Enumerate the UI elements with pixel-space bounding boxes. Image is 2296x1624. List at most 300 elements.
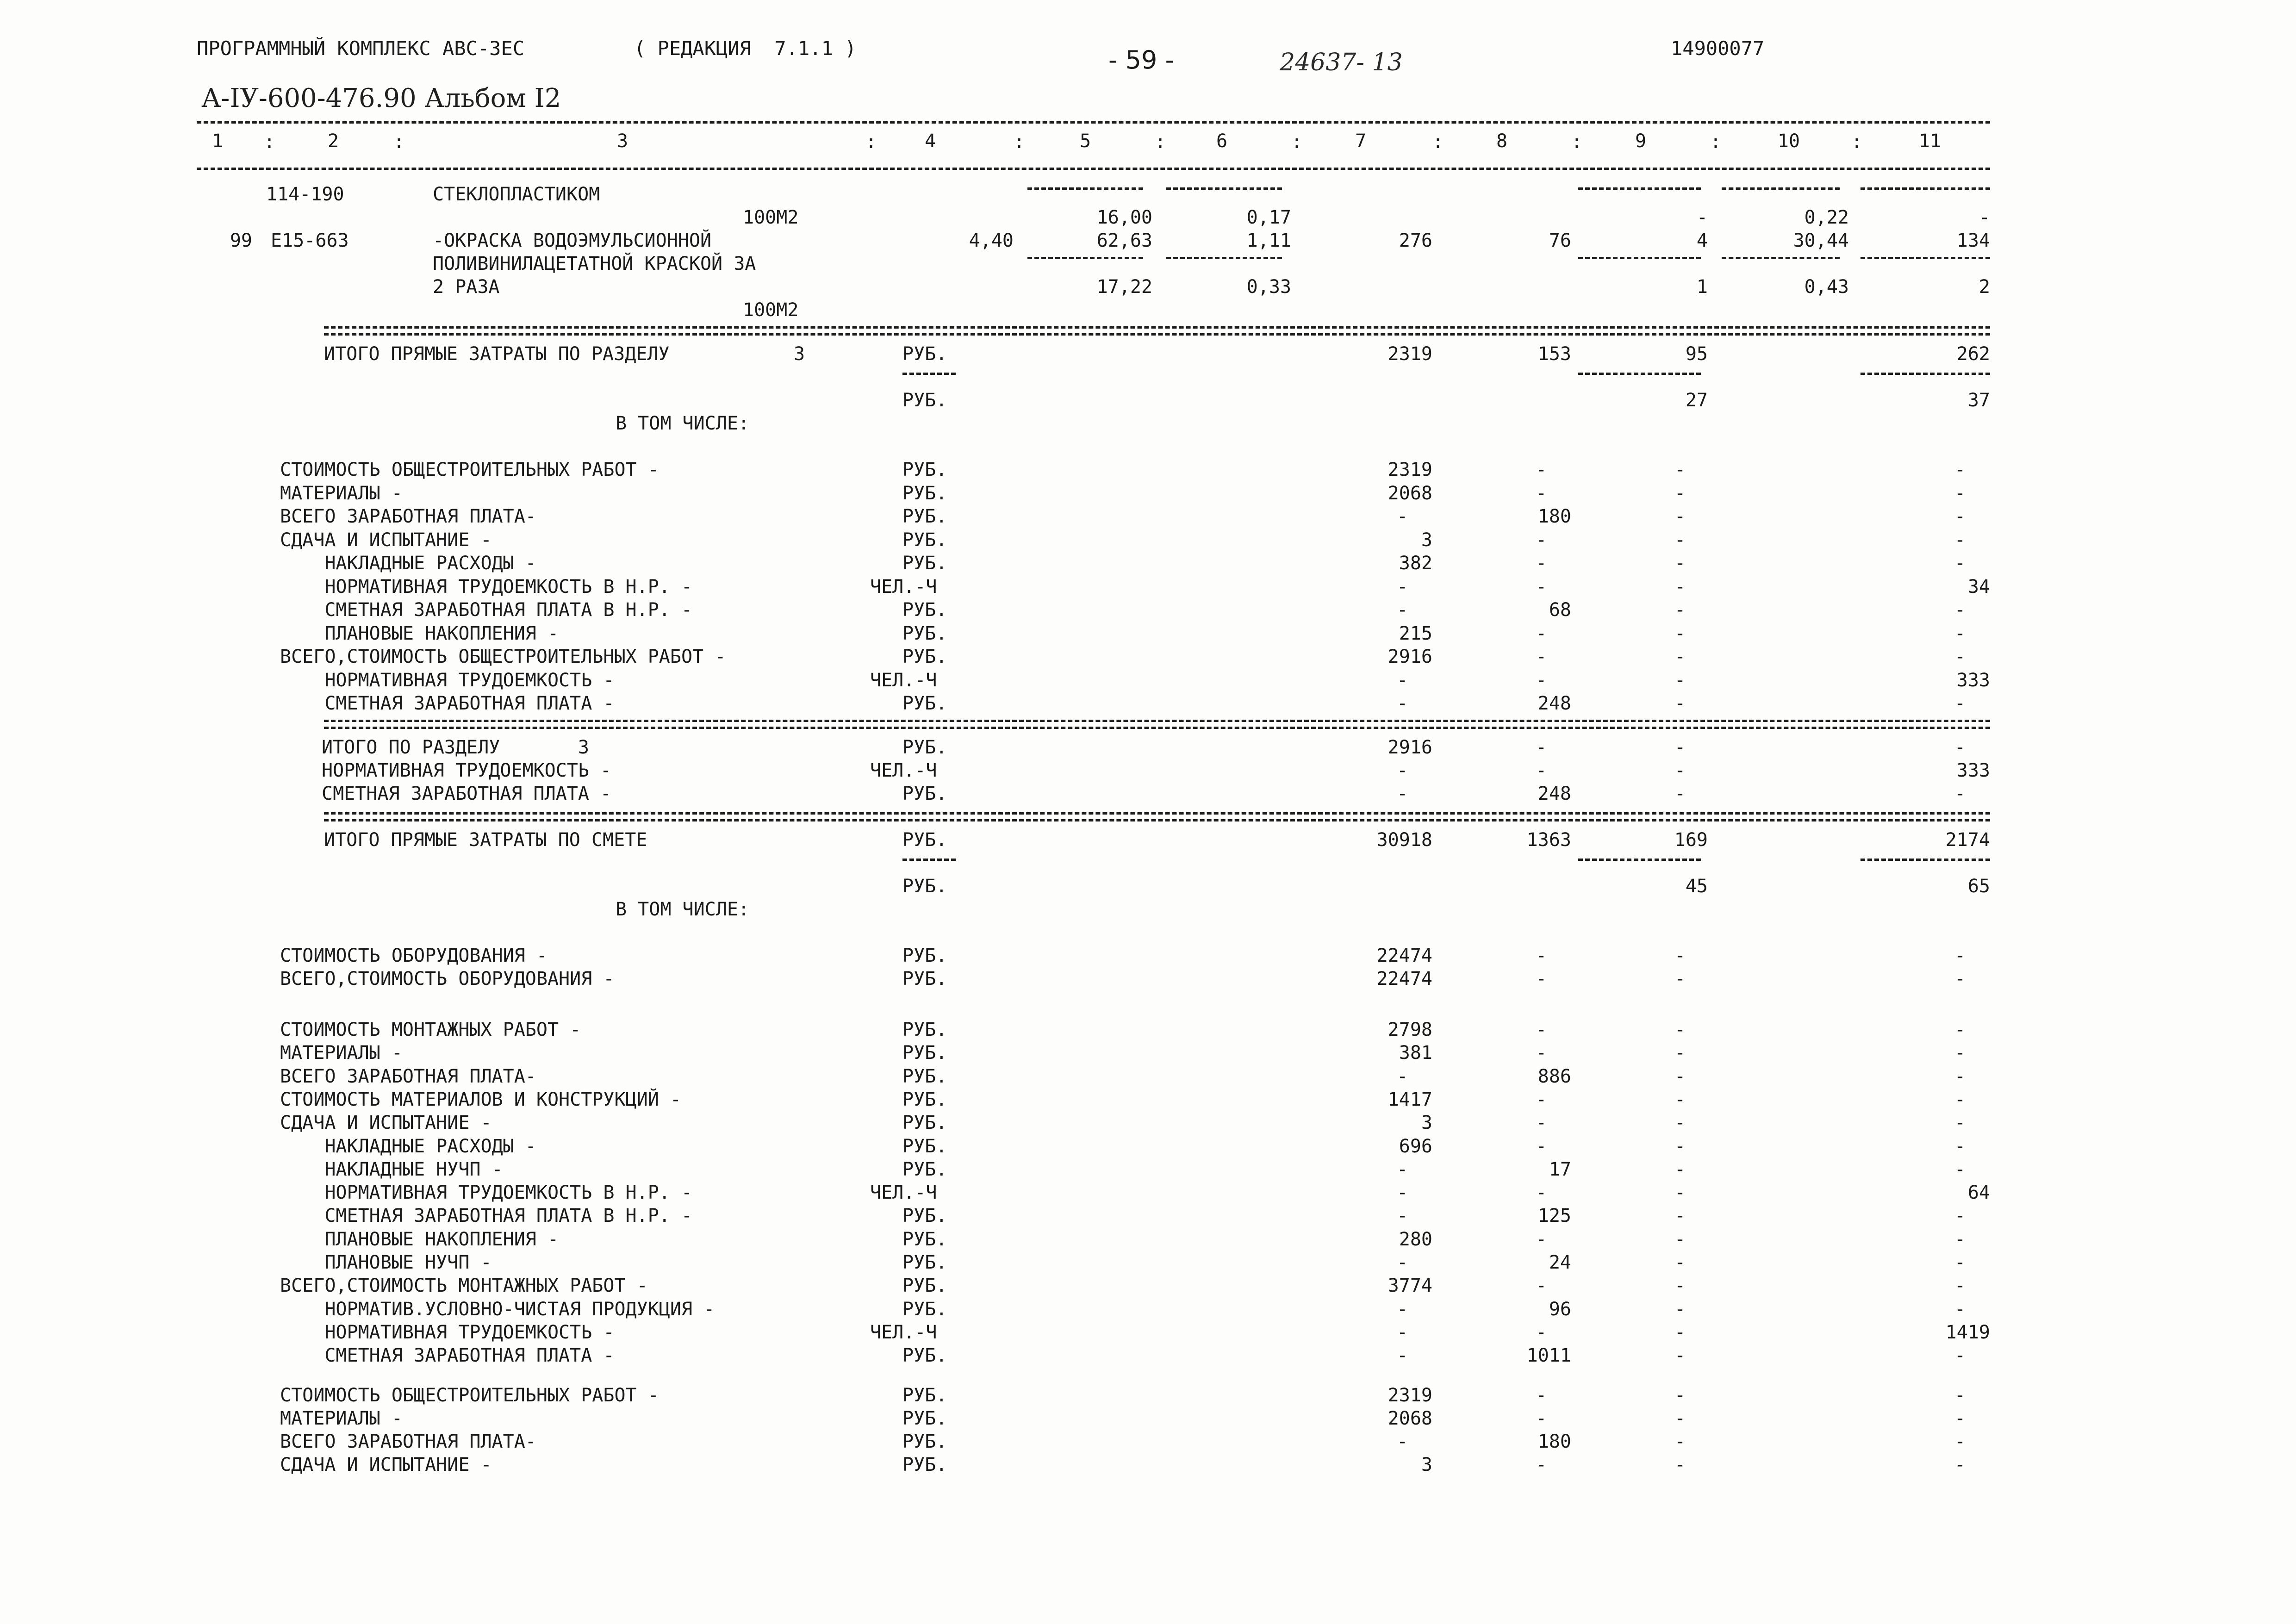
empty-c9: -: [1674, 1345, 1686, 1367]
section-rule: [324, 819, 1990, 821]
item-c5: 17,22: [1096, 276, 1152, 298]
unit: РУБ.: [902, 1454, 947, 1475]
column-separator: :: [393, 131, 405, 153]
row-label: ВСЕГО,СТОИМОСТЬ МОНТАЖНЫХ РАБОТ -: [280, 1275, 648, 1297]
value-c7: 215: [1399, 622, 1432, 644]
subtotal-bar: [1027, 257, 1143, 259]
empty-c7: -: [1396, 1065, 1408, 1087]
item-unit: 100М2: [743, 207, 799, 228]
empty-c11: -: [1954, 783, 1966, 804]
item-c9: 1: [1696, 276, 1708, 298]
row-label: ВСЕГО ЗАРАБОТНАЯ ПЛАТА-: [280, 1431, 536, 1452]
empty-c9: -: [1674, 553, 1686, 574]
value-c8: 17: [1549, 1158, 1571, 1180]
empty-c9: -: [1674, 1158, 1686, 1180]
empty-c11: -: [1954, 553, 1966, 574]
value-c7: 2916: [1388, 646, 1432, 667]
item-code: Е15-663: [271, 230, 349, 251]
unit: РУБ.: [902, 1228, 947, 1250]
empty-c7: -: [1396, 783, 1408, 804]
unit: РУБ.: [902, 1431, 947, 1452]
column-header-3: 3: [616, 131, 628, 152]
subtotal-bar: [1860, 373, 1990, 375]
empty-c9: -: [1674, 1182, 1686, 1204]
empty-c9: -: [1674, 1065, 1686, 1087]
empty-c7: -: [1396, 1252, 1408, 1273]
empty-c11: -: [1954, 1385, 1966, 1406]
empty-c11: -: [1954, 1345, 1966, 1367]
unit-bar: [902, 859, 956, 861]
row-label: ВСЕГО ЗАРАБОТНАЯ ПЛАТА-: [280, 506, 536, 527]
subtotal-bar: [1578, 257, 1701, 259]
item-description: СТЕКЛОПЛАСТИКОМ: [433, 184, 600, 205]
unit: РУБ.: [902, 1205, 947, 1227]
unit: РУБ.: [902, 945, 947, 966]
empty-c9: -: [1674, 459, 1686, 480]
program-name: ПРОГРАММНЫЙ КОМПЛЕКС АВС-3ЕС: [197, 37, 525, 60]
value-c7: 2798: [1388, 1019, 1432, 1040]
subtotal-bar: [1860, 859, 1990, 861]
row-label: ВСЕГО,СТОИМОСТЬ ОБОРУДОВАНИЯ -: [280, 968, 615, 989]
value-c7: 3: [1421, 1454, 1432, 1475]
item-c11: -: [1979, 207, 1990, 228]
empty-c11: -: [1954, 1205, 1966, 1227]
empty-c11: -: [1954, 459, 1966, 480]
row-label: НОРМАТИВНАЯ ТРУДОЕМКОСТЬ -: [280, 669, 615, 691]
unit: РУБ.: [902, 1089, 947, 1110]
empty-c7: -: [1396, 1182, 1408, 1204]
empty-c9: -: [1674, 1135, 1686, 1157]
value-c8: 248: [1537, 693, 1571, 714]
empty-c8: -: [1535, 669, 1547, 691]
item-c10: 0,22: [1804, 207, 1849, 228]
empty-c9: -: [1674, 1252, 1686, 1273]
unit: РУБ.: [902, 553, 947, 574]
empty-c11: -: [1954, 1252, 1966, 1273]
value-c7: 2319: [1388, 459, 1432, 480]
value-c11: 333: [1956, 760, 1990, 781]
empty-c8: -: [1535, 1321, 1547, 1343]
subtotal-bar: [1578, 859, 1701, 861]
empty-c8: -: [1535, 553, 1547, 574]
unit: РУБ.: [902, 506, 947, 527]
empty-c8: -: [1535, 1385, 1547, 1406]
column-separator: :: [865, 131, 877, 153]
subtotal-bar: [1166, 257, 1282, 259]
empty-c11: -: [1954, 1135, 1966, 1157]
row-label: ВСЕГО ЗАРАБОТНАЯ ПЛАТА-: [280, 1065, 536, 1087]
header-rule-bottom: [197, 168, 1990, 170]
empty-c8: -: [1535, 529, 1547, 551]
empty-c9: -: [1674, 1298, 1686, 1320]
unit: РУБ.: [902, 1065, 947, 1087]
empty-c7: -: [1396, 693, 1408, 714]
unit: РУБ.: [902, 737, 947, 758]
unit: РУБ.: [902, 622, 947, 644]
empty-c8: -: [1535, 1019, 1547, 1040]
empty-c8: -: [1535, 737, 1547, 758]
unit: ЧЕЛ.-Ч: [870, 1182, 937, 1204]
item-c6: 0,33: [1246, 276, 1291, 298]
empty-c9: -: [1674, 1321, 1686, 1343]
value-c7: 696: [1399, 1135, 1432, 1157]
value-c7: 382: [1399, 553, 1432, 574]
item-c11: 134: [1956, 230, 1990, 251]
empty-c7: -: [1396, 576, 1408, 597]
unit: РУБ.: [902, 1135, 947, 1157]
unit: РУБ.: [902, 876, 947, 897]
row-label: СТОИМОСТЬ ОБОРУДОВАНИЯ -: [280, 945, 548, 966]
row-label: СДАЧА И ИСПЫТАНИЕ -: [280, 529, 492, 551]
unit: РУБ.: [902, 829, 947, 851]
empty-c11: -: [1954, 529, 1966, 551]
column-header-9: 9: [1635, 131, 1647, 152]
empty-c9: -: [1674, 669, 1686, 691]
value-c7: 3774: [1388, 1275, 1432, 1297]
empty-c9: -: [1674, 599, 1686, 621]
item-c8: 76: [1549, 230, 1571, 251]
empty-c7: -: [1396, 506, 1408, 527]
unit: РУБ.: [902, 1158, 947, 1180]
value-c7: 2068: [1388, 482, 1432, 504]
column-header-11: 11: [1918, 131, 1941, 152]
section-total-label: ИТОГО ПРЯМЫЕ ЗАТРАТЫ ПО РАЗДЕЛУ: [324, 343, 670, 365]
row-label: НАКЛАДНЫЕ НУЧП -: [280, 1158, 503, 1180]
estimate-total-c9-sub: 45: [1685, 876, 1708, 897]
item-c9: -: [1696, 207, 1708, 228]
row-label: СТОИМОСТЬ МАТЕРИАЛОВ И КОНСТРУКЦИЙ -: [280, 1089, 681, 1110]
album-reference: А-IУ-600-476.90 Альбом I2: [201, 83, 561, 113]
empty-c11: -: [1954, 506, 1966, 527]
section-rule: [324, 333, 1990, 336]
section-total-c9: 95: [1685, 343, 1708, 365]
row-label: СТОИМОСТЬ ОБЩЕСТРОИТЕЛЬНЫХ РАБОТ -: [280, 1385, 659, 1406]
empty-c8: -: [1535, 1182, 1547, 1204]
empty-c9: -: [1674, 1454, 1686, 1475]
section-total-c9-sub: 27: [1685, 390, 1708, 411]
subtotal-bar: [1166, 187, 1282, 190]
value-c7: 381: [1399, 1042, 1432, 1064]
row-label: МАТЕРИАЛЫ -: [280, 1042, 403, 1064]
section-total-c7: 2319: [1388, 343, 1432, 365]
empty-c7: -: [1396, 1205, 1408, 1227]
including-label: В ТОМ ЧИСЛЕ:: [616, 413, 749, 434]
empty-c11: -: [1954, 1158, 1966, 1180]
row-label: НОРМАТИВНАЯ ТРУДОЕМКОСТЬ В Н.Р. -: [280, 576, 693, 597]
empty-c11: -: [1954, 599, 1966, 621]
empty-c8: -: [1535, 945, 1547, 966]
subtotal-bar: [1027, 187, 1143, 190]
empty-c7: -: [1396, 1158, 1408, 1180]
unit: ЧЕЛ.-Ч: [870, 669, 937, 691]
item-description: -ОКРАСКА ВОДОЭМУЛЬСИОННОЙ: [433, 230, 712, 251]
empty-c11: -: [1954, 1298, 1966, 1320]
empty-c8: -: [1535, 482, 1547, 504]
empty-c9: -: [1674, 693, 1686, 714]
column-separator: :: [1851, 131, 1863, 153]
value-c11: 333: [1956, 669, 1990, 691]
item-c11: 2: [1979, 276, 1990, 298]
empty-c9: -: [1674, 1089, 1686, 1110]
value-c8: 180: [1537, 506, 1571, 527]
section-rule: [324, 326, 1990, 329]
unit: РУБ.: [902, 1298, 947, 1320]
empty-c9: -: [1674, 1275, 1686, 1297]
empty-c9: -: [1674, 1019, 1686, 1040]
row-label: ПЛАНОВЫЕ НУЧП -: [280, 1252, 492, 1273]
item-number: 99: [230, 230, 252, 251]
empty-c9: -: [1674, 945, 1686, 966]
section-number: 3: [794, 343, 805, 365]
empty-c11: -: [1954, 1042, 1966, 1064]
value-c11: 34: [1967, 576, 1990, 597]
empty-c7: -: [1396, 1345, 1408, 1367]
empty-c8: -: [1535, 1089, 1547, 1110]
empty-c9: -: [1674, 646, 1686, 667]
unit: РУБ.: [902, 1345, 947, 1367]
empty-c7: -: [1396, 669, 1408, 691]
empty-c8: -: [1535, 968, 1547, 989]
item-c5: 16,00: [1096, 207, 1152, 228]
empty-c9: -: [1674, 1408, 1686, 1429]
column-header-10: 10: [1777, 131, 1800, 152]
empty-c9: -: [1674, 760, 1686, 781]
item-c6: 0,17: [1246, 207, 1291, 228]
empty-c11: -: [1954, 693, 1966, 714]
column-header-5: 5: [1079, 131, 1091, 152]
value-c7: 1417: [1388, 1089, 1432, 1110]
column-header-1: 1: [212, 131, 224, 152]
row-label: СДАЧА И ИСПЫТАНИЕ -: [280, 1112, 492, 1134]
unit: РУБ.: [902, 783, 947, 804]
empty-c9: -: [1674, 1385, 1686, 1406]
unit: РУБ.: [902, 1019, 947, 1040]
row-label: МАТЕРИАЛЫ -: [280, 1408, 403, 1429]
item-unit: 100М2: [743, 299, 799, 321]
header-rule-top: [197, 121, 1990, 124]
unit: РУБ.: [902, 459, 947, 480]
unit: РУБ.: [902, 968, 947, 989]
unit: РУБ.: [902, 599, 947, 621]
unit: ЧЕЛ.-Ч: [870, 1321, 937, 1343]
empty-c11: -: [1954, 1089, 1966, 1110]
value-c8: 180: [1537, 1431, 1571, 1452]
section-total-c11: 262: [1956, 343, 1990, 365]
value-c8: 24: [1549, 1252, 1571, 1273]
row-label: ПЛАНОВЫЕ НАКОПЛЕНИЯ -: [280, 1228, 559, 1250]
empty-c8: -: [1535, 760, 1547, 781]
section-rule: [324, 727, 1990, 729]
unit-bar: [902, 373, 956, 375]
row-label: НОРМАТИВНАЯ ТРУДОЕМКОСТЬ -: [280, 1321, 615, 1343]
empty-c11: -: [1954, 1112, 1966, 1134]
subtotal-bar: [1860, 187, 1990, 190]
row-label: СДАЧА И ИСПЫТАНИЕ -: [280, 1454, 492, 1475]
empty-c8: -: [1535, 1042, 1547, 1064]
empty-c8: -: [1535, 1112, 1547, 1134]
empty-c8: -: [1535, 1135, 1547, 1157]
empty-c9: -: [1674, 1042, 1686, 1064]
item-c7: 276: [1399, 230, 1432, 251]
unit: РУБ.: [902, 390, 947, 411]
row-label: СТОИМОСТЬ МОНТАЖНЫХ РАБОТ -: [280, 1019, 581, 1040]
row-label: НОРМАТИВНАЯ ТРУДОЕМКОСТЬ В Н.Р. -: [280, 1182, 693, 1204]
row-label: ИТОГО ПО РАЗДЕЛУ 3: [322, 737, 589, 758]
column-header-2: 2: [327, 131, 339, 152]
empty-c9: -: [1674, 1228, 1686, 1250]
value-c11: 64: [1967, 1182, 1990, 1204]
value-c8: 248: [1537, 783, 1571, 804]
subtotal-bar: [1722, 257, 1840, 259]
column-separator: :: [1571, 131, 1583, 153]
empty-c9: -: [1674, 576, 1686, 597]
empty-c11: -: [1954, 646, 1966, 667]
column-header-4: 4: [924, 131, 936, 152]
empty-c7: -: [1396, 1321, 1408, 1343]
empty-c11: -: [1954, 1065, 1966, 1087]
value-c7: 22474: [1376, 968, 1432, 989]
item-description: ПОЛИВИНИЛАЦЕТАТНОЙ КРАСКОЙ ЗА: [433, 253, 756, 274]
unit: РУБ.: [902, 529, 947, 551]
page-number: - 59 -: [1108, 45, 1175, 75]
unit: РУБ.: [902, 1042, 947, 1064]
unit: РУБ.: [902, 1408, 947, 1429]
empty-c7: -: [1396, 599, 1408, 621]
value-c8: 886: [1537, 1065, 1571, 1087]
column-separator: :: [1014, 131, 1025, 153]
handwritten-code: 24637- 13: [1280, 49, 1403, 76]
item-c10: 30,44: [1793, 230, 1849, 251]
empty-c9: -: [1674, 506, 1686, 527]
empty-c11: -: [1954, 968, 1966, 989]
estimate-total-c9: 169: [1674, 829, 1708, 851]
empty-c11: -: [1954, 1431, 1966, 1452]
estimate-total-c8: 1363: [1526, 829, 1571, 851]
row-label: СМЕТНАЯ ЗАРАБОТНАЯ ПЛАТА -: [280, 1345, 615, 1367]
unit: ЧЕЛ.-Ч: [870, 576, 937, 597]
empty-c8: -: [1535, 646, 1547, 667]
value-c8: 125: [1537, 1205, 1571, 1227]
unit: РУБ.: [902, 1385, 947, 1406]
empty-c7: -: [1396, 1431, 1408, 1452]
empty-c9: -: [1674, 1205, 1686, 1227]
item-c6: 1,11: [1246, 230, 1291, 251]
row-label: СМЕТНАЯ ЗАРАБОТНАЯ ПЛАТА -: [280, 693, 615, 714]
empty-c9: -: [1674, 529, 1686, 551]
empty-c8: -: [1535, 459, 1547, 480]
value-c7: 3: [1421, 529, 1432, 551]
empty-c11: -: [1954, 1275, 1966, 1297]
empty-c11: -: [1954, 1454, 1966, 1475]
empty-c9: -: [1674, 737, 1686, 758]
document-code: 14900077: [1671, 37, 1765, 60]
empty-c9: -: [1674, 1112, 1686, 1134]
empty-c11: -: [1954, 482, 1966, 504]
section-rule: [324, 812, 1990, 815]
empty-c8: -: [1535, 622, 1547, 644]
unit: РУБ.: [902, 1275, 947, 1297]
empty-c8: -: [1535, 1228, 1547, 1250]
value-c7: 2068: [1388, 1408, 1432, 1429]
empty-c9: -: [1674, 622, 1686, 644]
item-code: 114-190: [266, 184, 344, 205]
empty-c9: -: [1674, 968, 1686, 989]
row-label: СМЕТНАЯ ЗАРАБОТНАЯ ПЛАТА В Н.Р. -: [280, 599, 693, 621]
row-label: СТОИМОСТЬ ОБЩЕСТРОИТЕЛЬНЫХ РАБОТ -: [280, 459, 659, 480]
item-description: 2 РАЗА: [433, 276, 500, 298]
unit: РУБ.: [902, 1112, 947, 1134]
value-c7: 3: [1421, 1112, 1432, 1134]
column-separator: :: [1432, 131, 1444, 153]
item-c9: 4: [1696, 230, 1708, 251]
empty-c11: -: [1954, 945, 1966, 966]
empty-c9: -: [1674, 1431, 1686, 1452]
empty-c7: -: [1396, 760, 1408, 781]
column-separator: :: [1291, 131, 1303, 153]
value-c8: 1011: [1526, 1345, 1571, 1367]
empty-c8: -: [1535, 1408, 1547, 1429]
unit: РУБ.: [902, 482, 947, 504]
row-label: НОРМАТИВ.УСЛОВНО-ЧИСТАЯ ПРОДУКЦИЯ -: [280, 1298, 715, 1320]
empty-c11: -: [1954, 1408, 1966, 1429]
unit: РУБ.: [902, 343, 947, 365]
empty-c8: -: [1535, 1454, 1547, 1475]
unit: ЧЕЛ.-Ч: [870, 760, 937, 781]
empty-c8: -: [1535, 1275, 1547, 1297]
item-c5: 62,63: [1096, 230, 1152, 251]
column-separator: :: [1155, 131, 1166, 153]
empty-c11: -: [1954, 1228, 1966, 1250]
estimate-total-c11-sub: 65: [1967, 876, 1990, 897]
empty-c9: -: [1674, 482, 1686, 504]
estimate-total-c11: 2174: [1945, 829, 1990, 851]
value-c7: 2916: [1388, 737, 1432, 758]
empty-c8: -: [1535, 576, 1547, 597]
subtotal-bar: [1578, 373, 1701, 375]
unit: РУБ.: [902, 693, 947, 714]
subtotal-bar: [1722, 187, 1840, 190]
value-c8: 96: [1549, 1298, 1571, 1320]
column-header-8: 8: [1496, 131, 1508, 152]
row-label: ПЛАНОВЫЕ НАКОПЛЕНИЯ -: [280, 622, 559, 644]
column-separator: :: [1710, 131, 1722, 153]
including-label: В ТОМ ЧИСЛЕ:: [616, 899, 749, 920]
empty-c11: -: [1954, 737, 1966, 758]
value-c7: 280: [1399, 1228, 1432, 1250]
row-label: НАКЛАДНЫЕ РАСХОДЫ -: [280, 1135, 536, 1157]
row-label: ВСЕГО,СТОИМОСТЬ ОБЩЕСТРОИТЕЛЬНЫХ РАБОТ -: [280, 646, 726, 667]
empty-c9: -: [1674, 783, 1686, 804]
column-header-7: 7: [1355, 131, 1367, 152]
item-c10: 0,43: [1804, 276, 1849, 298]
row-label: СМЕТНАЯ ЗАРАБОТНАЯ ПЛАТА -: [322, 783, 612, 804]
row-label: СМЕТНАЯ ЗАРАБОТНАЯ ПЛАТА В Н.Р. -: [280, 1205, 693, 1227]
section-rule: [324, 720, 1990, 722]
empty-c11: -: [1954, 1019, 1966, 1040]
value-c8: 68: [1549, 599, 1571, 621]
subtotal-bar: [1860, 257, 1990, 259]
estimate-total-label: ИТОГО ПРЯМЫЕ ЗАТРАТЫ ПО СМЕТЕ: [324, 829, 647, 851]
empty-c11: -: [1954, 622, 1966, 644]
unit: РУБ.: [902, 1252, 947, 1273]
section-total-c8: 153: [1537, 343, 1571, 365]
value-c11: 1419: [1945, 1321, 1990, 1343]
row-label: МАТЕРИАЛЫ -: [280, 482, 403, 504]
column-separator: :: [264, 131, 275, 153]
row-label: НАКЛАДНЫЕ РАСХОДЫ -: [280, 553, 536, 574]
item-c4: 4,40: [969, 230, 1014, 251]
empty-c7: -: [1396, 1298, 1408, 1320]
